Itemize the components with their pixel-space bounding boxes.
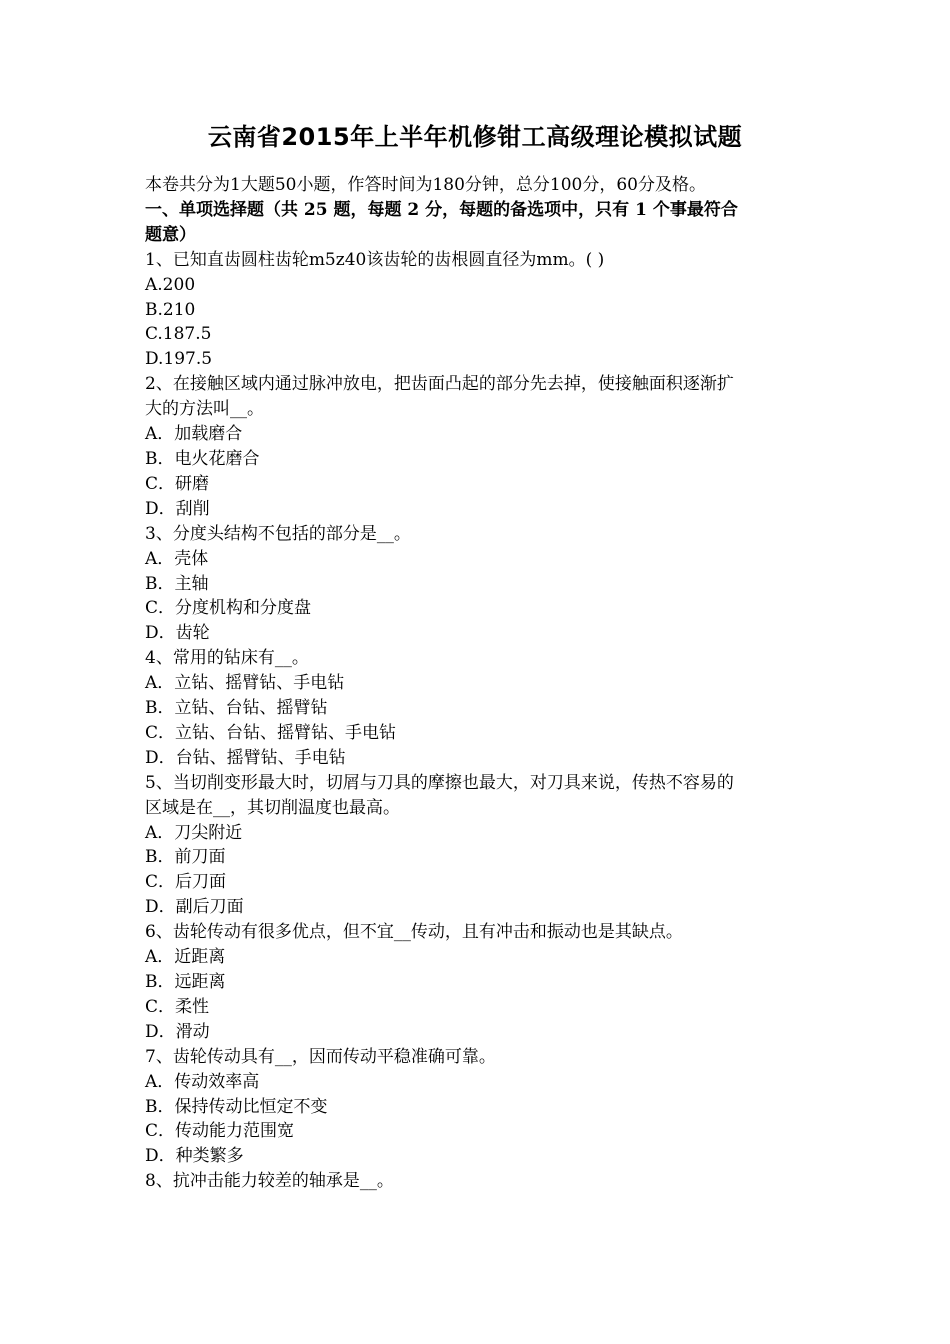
question-text: 3、分度头结构不包括的部分是__。	[145, 523, 411, 544]
option-c: C．传动能力范围宽	[145, 1121, 295, 1142]
option-d: D．齿轮	[145, 623, 210, 644]
question-3	[145, 522, 810, 647]
option-d: D．副后刀面	[145, 897, 244, 918]
option-b: B．主轴	[145, 573, 209, 594]
question-text: 1、已知直齿圆柱齿轮m5z40该齿轮的齿根圆直径为mm。( )	[145, 249, 605, 270]
option-c: C．后刀面	[145, 872, 227, 893]
option-a: A．传动效率高	[145, 1071, 260, 1092]
page-title: 云南省2015年上半年机修钳工高级理论模拟试题	[207, 123, 743, 151]
question-text: 4、常用的钻床有__。	[145, 648, 309, 669]
question-8	[145, 1169, 810, 1194]
option-c: C．立钻、台钻、摇臂钻、手电钻	[145, 722, 397, 743]
option-c: C．柔性	[145, 996, 210, 1017]
question-6	[145, 920, 810, 1045]
option-c: C．分度机构和分度盘	[145, 598, 312, 619]
option-d: D．台钻、摇臂钻、手电钻	[145, 747, 346, 768]
question-text: 6、齿轮传动有很多优点，但不宜__传动，且有冲击和振动也是其缺点。	[145, 922, 683, 943]
question-text: 2、在接触区域内通过脉冲放电，把齿面凸起的部分先去掉，使接触面积逐渐扩	[145, 374, 734, 395]
exam-intro: 本卷共分为1大题50小题，作答时间为180分钟，总分100分，60分及格。	[145, 175, 706, 195]
question-text: 5、当切削变形最大时，切屑与刀具的摩擦也最大，对刀具来说，传热不容易的	[145, 772, 734, 793]
option-b: B．保持传动比恒定不变	[145, 1096, 328, 1117]
option-a: A.200	[145, 274, 196, 295]
option-a: A．近距离	[145, 947, 226, 968]
exam-content	[145, 173, 810, 1194]
option-b: B.210	[145, 299, 196, 320]
option-d: D．种类繁多	[145, 1146, 244, 1167]
question-2	[145, 372, 810, 521]
option-d: D.197.5	[145, 349, 213, 370]
option-b: B．立钻、台钻、摇臂钻	[145, 698, 328, 719]
question-text: 7、齿轮传动具有__，因而传动平稳准确可靠。	[145, 1046, 496, 1067]
option-d: D．滑动	[145, 1021, 210, 1042]
question-7	[145, 1045, 810, 1170]
option-b: B．前刀面	[145, 847, 226, 868]
option-c: C．研磨	[145, 473, 210, 494]
option-c: C.187.5	[145, 324, 212, 345]
option-b: B．电火花磨合	[145, 448, 260, 469]
question-1	[145, 248, 810, 373]
option-a: A．壳体	[145, 548, 209, 569]
option-a: A．加载磨合	[145, 424, 243, 445]
option-a: A．立钻、摇臂钻、手电钻	[145, 673, 345, 694]
question-4	[145, 646, 810, 771]
section-heading-line-1: 一、单项选择题（共 25 题，每题 2 分，每题的备选项中，只有 1 个事最符合	[145, 199, 738, 220]
option-a: A．刀尖附近	[145, 822, 243, 843]
option-d: D．刮削	[145, 498, 210, 519]
question-text-cont: 大的方法叫__。	[145, 399, 264, 420]
question-5	[145, 771, 810, 920]
section-heading-line-2: 题意）	[145, 224, 196, 245]
option-b: B．远距离	[145, 972, 226, 992]
question-text: 8、抗冲击能力较差的轴承是__。	[145, 1171, 394, 1192]
question-list	[145, 248, 810, 1194]
question-text-cont: 区域是在__，其切削温度也最高。	[145, 797, 400, 818]
